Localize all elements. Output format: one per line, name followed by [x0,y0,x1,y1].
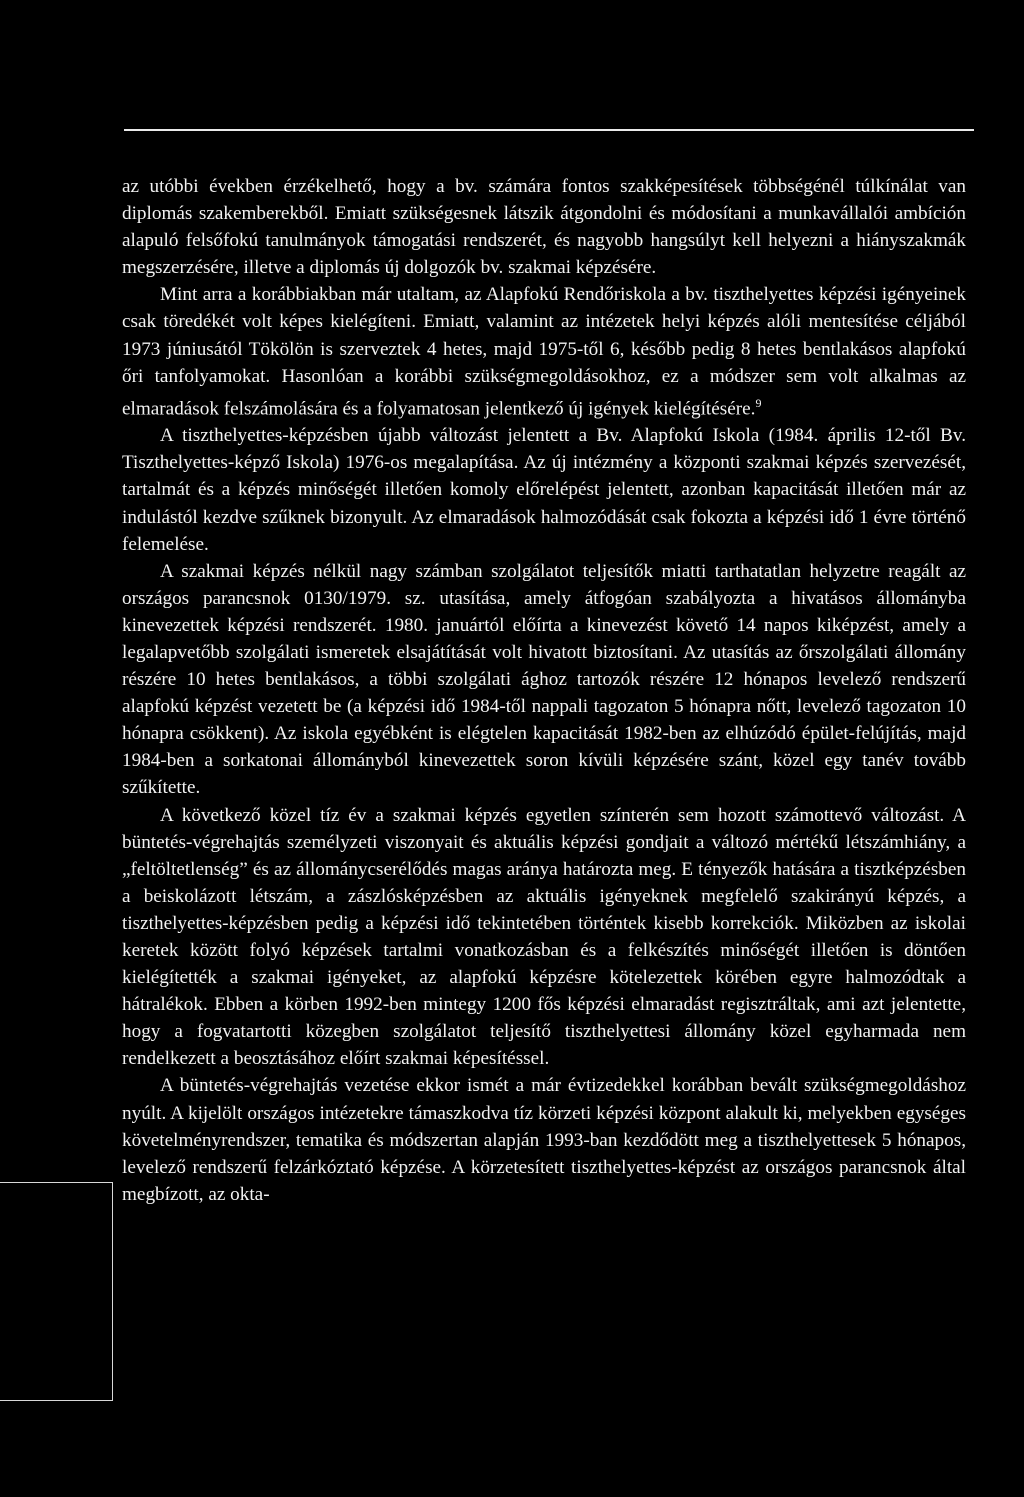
header-rule [124,129,974,131]
paragraph [122,281,966,422]
paragraph: A szakmai képzés nélkül nagy számban szolgálatot teljesítők miatti tarthatatlan helyzetre reagált az országos parancsnok 0130/1979. sz. utasítása, amely átfogóan szabályozta a hivatásos állományba kinevezettek képzési rendszerét. 1980. januártól előírta a kinevezést követő 14 napos kiképzést, amely a legalapvetőbb szolgálati ismeretek elsajátítását volt hivatott biztosítani. Az utasítás az őrszolgálati állomány részére 10 hetes bentlakásos, a többi szolgálati ághoz tartozók részére 12 hónapos levelező rendszerű alapfokú képzést vezetett be (a képzési idő 1984-től nappali tagozaton 5 hónapra nőtt, levelező tagozaton 10 hónapra csökkent). Az iskola egyébként is elégtelen kapacitását 1982-ben az elhúzódó épület-felújítás, majd 1984-ben a sorkatonai állományból kinevezettek soron kívüli képzésére szánt, közel egy tanév tovább szűkítette. [122,560,966,799]
footnote-marker: 9 [755,395,762,410]
margin-frame [0,1182,113,1401]
paragraph-text: Mint arra a korábbiakban már utaltam, az Alapfokú Rendőriskola a bv. tiszthelyettes képzési igényeinek csak töredékét volt képes kielégíteni. Emiatt, valamint az intézetek helyi képzés alóli mentesítése céljából 1973 júniusától Tökölön is szerveztek 4 hetes, majd 1975-től 6, később pedig 8 hetes bentlakásos alapfokú őri tanfolyamokat. Hasonlóan a korábbi szükségmegoldásokhoz, ez a módszer sem volt alkalmas az elmaradások felszámolására és a folyamatosan jelentkező új igények kielégítésére. [122,284,966,420]
page-body [122,173,966,1208]
paragraph: A büntetés-végrehajtás vezetése ekkor ismét a már évtizedekkel korábban bevált szükségmegoldáshoz nyúlt. A kijelölt országos intézetekre támaszkodva tíz körzeti képzési központ alakult ki, melyekben egységes követelményrendszer, tematika és módszertan alapján 1993-ban kezdődött meg a tiszthelyettesek 5 hónapos, levelező rendszerű felzárkóztató képzése. A körzetesített tiszthelyettes-képzést az országos parancsnok által megbízott, az okta- [122,1075,966,1205]
paragraph: A következő közel tíz év a szakmai képzés egyetlen színterén sem hozott számottevő változást. A büntetés-végrehajtás személyzeti viszonyait és aktuális képzési gondjait a változó mértékű létszámhiány, a „feltöltetlenség” és az állománycserélődés magas aránya határozta meg. E tényezők hatására a tisztképzésben a beiskolázott létszám, a zászlósképzésben az aktuális igényeknek megfelelő szakirányú képzés, a tiszthelyettes-képzésben pedig a képzési idő tekintetében történtek kisebb korrekciók. Miközben az iskolai keretek között folyó képzések tartalmi vonatkozásban és a felkészítés minőségét illetően is döntően kielégítették a szakmai igényeket, az alapfokú képzésre kötelezettek körében egyre halmozódtak a hátralékok. Ebben a körben 1992-ben mintegy 1200 fős képzési elmaradást regisztráltak, ami azt jelentette, hogy a fogvatartotti közegben szolgálatot teljesítő tiszthelyettesi állomány közel egyharmada nem rendelkezett a beosztásához előírt szakmai képesítéssel. [122,804,966,1070]
paragraph: A tiszthelyettes-képzésben újabb változást jelentett a Bv. Alapfokú Iskola (1984. április 12-től Bv. Tiszthelyettes-képző Iskola) 1976-os megalapítása. Az új intézmény a központi szakmai képzés szervezését, tartalmát és a képzés minőségét illetően komoly előrelépést jelentett, azonban kapacitását illetően már az indulástól kezdve szűknek bizonyult. Az elmaradások halmozódását csak fokozta a képzési idő 1 évre történő felemelése. [122,425,966,555]
paragraph: az utóbbi években érzékelhető, hogy a bv. számára fontos szakképesítések többségénél túlkínálat van diplomás szakemberekből. Emiatt szükségesnek látszik átgondolni és módosítani a munkavállalói ambíción alapuló felsőfokú tanulmányok támogatási rendszerét, és nagyobb hangsúlyt kell helyezni a hiányszakmák megszerzésére, illetve a diplomás új dolgozók bv. szakmai képzésére. [122,176,966,279]
